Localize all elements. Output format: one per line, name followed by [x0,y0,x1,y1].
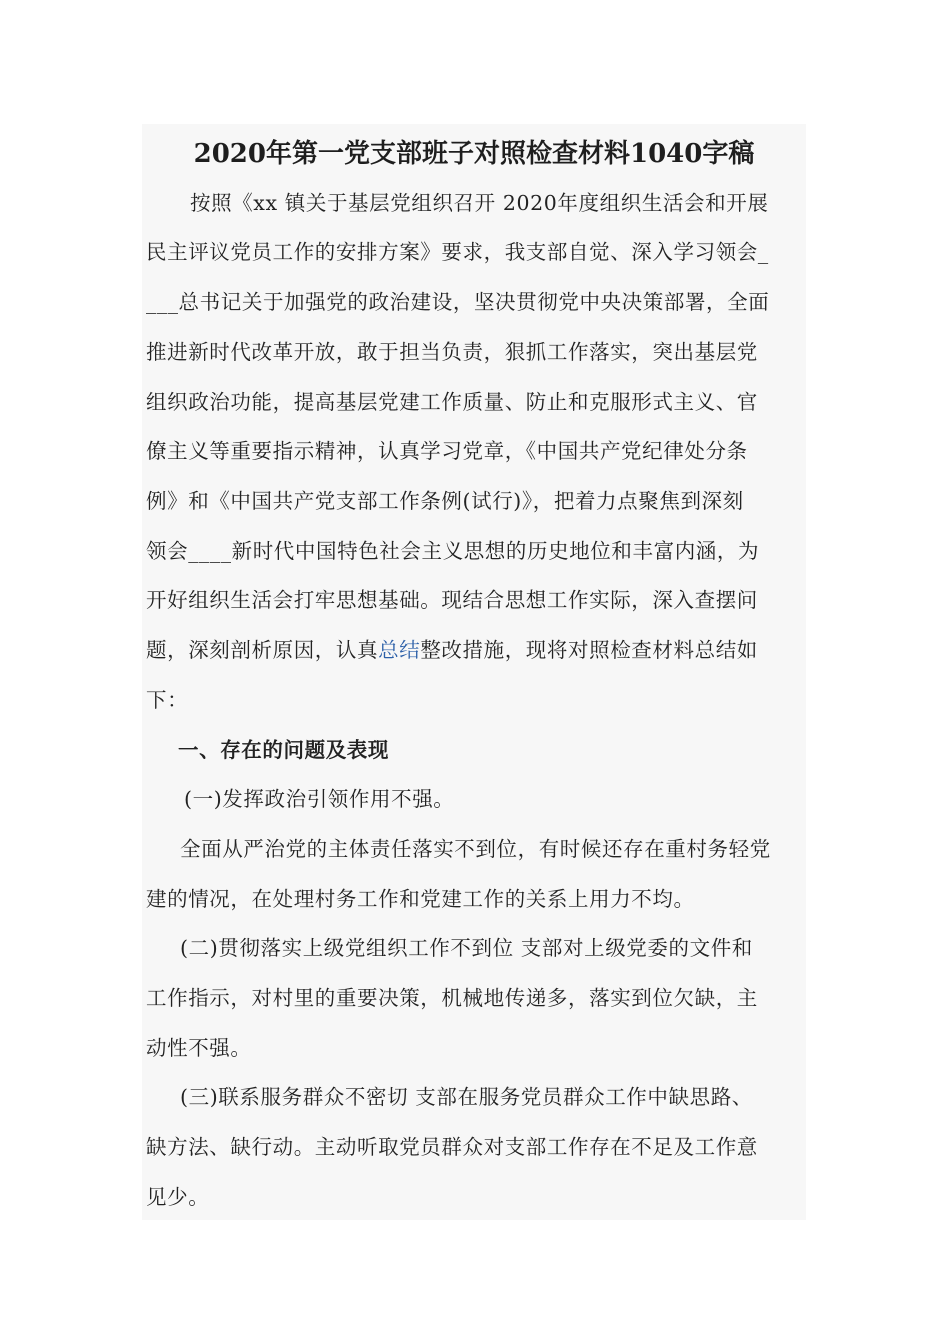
paragraph-line: 推进新时代改革开放，敢于担当负责，狠抓工作落实，突出基层党 [146,340,758,364]
summary-link[interactable]: 总结 [378,638,421,662]
paragraph-line: 僚主义等重要指示精神，认真学习党章，《中国共产党纪律处分条 [146,439,748,463]
line-text: 题，深刻剖析原因，认真 [146,638,379,662]
paragraph-line: 开好组织生活会打牢思想基础。现结合思想工作实际，深入查摆问 [146,588,758,612]
paragraph-line: 建的情况，在处理村务工作和党建工作的关系上用力不均。 [146,887,695,911]
paragraph-line: ___总书记关于加强党的政治建设，坚决贯彻党中央决策部署，全面 [146,290,770,314]
paragraph-line: 民主评议党员工作的安排方案》要求，我支部自觉、深入学习领会_ [146,240,769,264]
line-text: 整改措施，现将对照检查材料总结如 [420,638,758,662]
paragraph-line: 动性不强。 [146,1036,252,1060]
paragraph-line: (三)联系服务群众不密切 支部在服务党员群众工作中缺思路、 [180,1085,753,1109]
subsection-heading: (一)发挥政治引领作用不强。 [184,787,455,811]
paragraph-line: 工作指示，对村里的重要决策，机械地传递多，落实到位欠缺，主 [146,986,758,1010]
paragraph-line: (二)贯彻落实上级党组织工作不到位 支部对上级党委的文件和 [180,936,753,960]
paragraph-line: 全面从严治党的主体责任落实不到位，有时候还存在重村务轻党 [180,837,771,861]
document-title: 2020年第一党支部班子对照检查材料1040字稿 [193,139,755,169]
paragraph-line: 领会____新时代中国特色社会主义思想的历史地位和丰富内涵，为 [146,539,760,563]
paragraph-line: 见少。 [146,1185,210,1209]
paragraph-line [146,635,758,665]
paragraph-line: 按照《xx 镇关于基层党组织召开 2020年度组织生活会和开展 [190,191,769,215]
paragraph-line: 下： [146,688,189,712]
section-heading: 一、存在的问题及表现 [178,738,389,762]
paragraph-line: 缺方法、缺行动。主动听取党员群众对支部工作存在不足及工作意 [146,1135,758,1159]
paragraph-line: 例》和《中国共产党支部工作条例(试行)》，把着力点聚焦到深刻 [146,489,744,513]
paragraph-line: 组织政治功能，提高基层党建工作质量、防止和克服形式主义、官 [146,390,758,414]
